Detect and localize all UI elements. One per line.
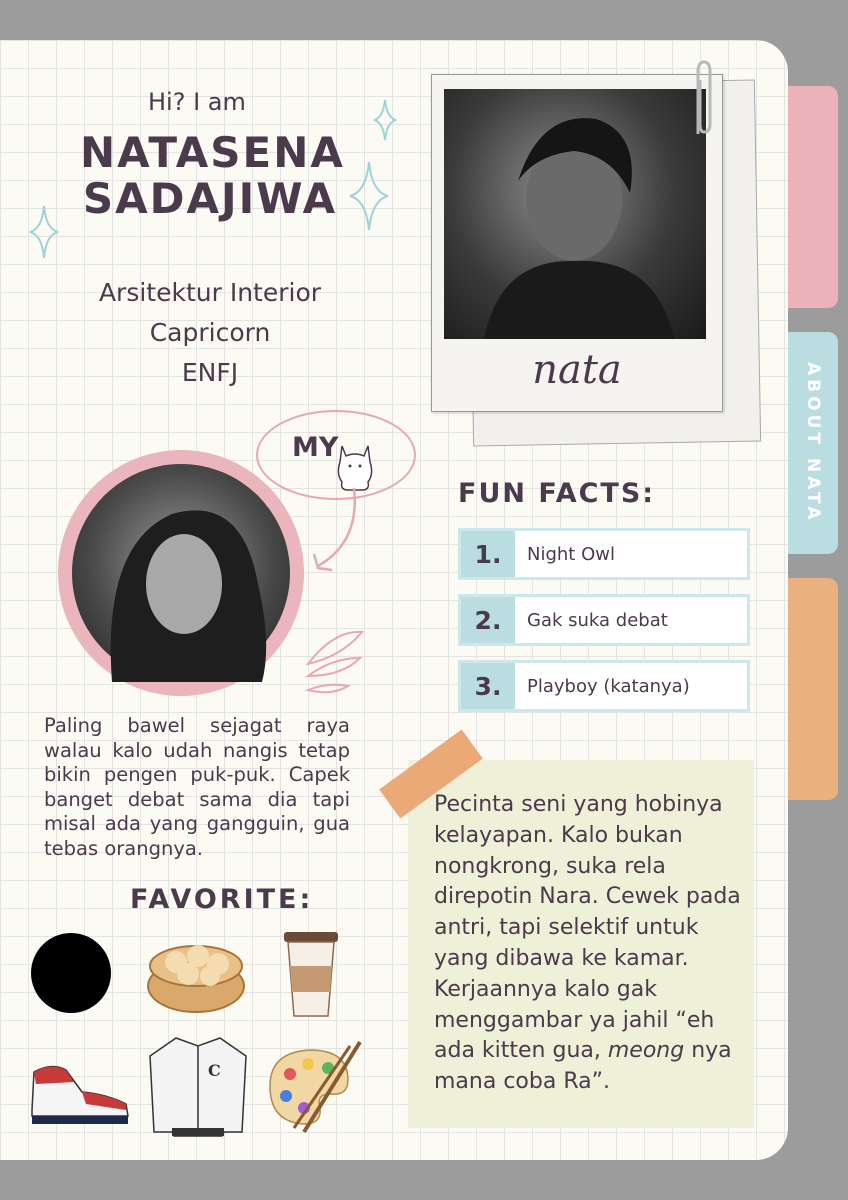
favorite-title: FAVORITE:	[130, 884, 314, 915]
description-paragraph: Paling bawel sejagat raya walau kalo udah nangis tetap bikin pengen puk-puk. Capek banget debat sama dia tapi misal ada yang gangguin, gua tebas orangnya.	[44, 714, 350, 860]
svg-text:C: C	[208, 1061, 221, 1080]
sparkle-icon	[28, 204, 60, 260]
paint-palette-icon	[264, 1036, 368, 1136]
coffee-cup-icon	[280, 926, 342, 1020]
polaroid	[431, 74, 723, 412]
arrow-icon	[300, 484, 380, 580]
my-label: MY	[292, 432, 339, 463]
paperclip-icon	[690, 58, 716, 140]
fact-text: Gak suka debat	[527, 609, 668, 631]
name-line-1: NATASENA	[80, 128, 345, 177]
greeting: Hi? I am	[148, 88, 246, 116]
dimsum-icon	[146, 926, 246, 1018]
fact-row	[458, 528, 750, 580]
sneaker-icon	[26, 1058, 132, 1128]
fact-text: Night Owl	[527, 543, 615, 565]
fact-row	[458, 594, 750, 646]
tab-about-nata[interactable]	[788, 332, 838, 554]
fact-text: Playboy (katanya)	[527, 675, 690, 697]
profile-photo	[444, 89, 706, 339]
fact-number: 2.	[461, 597, 515, 643]
sparkle-icon	[372, 98, 398, 142]
fact-row	[458, 660, 750, 712]
tab-pink[interactable]	[788, 86, 838, 308]
note-text	[434, 790, 744, 1098]
sparkle-icon	[348, 160, 390, 232]
note-text-italic: meong	[607, 1038, 685, 1064]
mbti-text: ENFJ	[181, 358, 239, 387]
note-text-main: Pecinta seni yang hobinya kelayapan. Kalo bukan nongkrong, suka rela direpotin Nara. Cewek pada antri, tapi selektif untuk yang dibawa ke kamar. Kerjaannya kalo gak menggambar ya jahil “eh ada kitten gua,	[434, 792, 741, 1064]
name-heading	[80, 128, 345, 223]
petal-doodle-icon	[302, 624, 368, 700]
fact-number: 3.	[461, 663, 515, 709]
sticky-note	[408, 760, 754, 1128]
circle-photo-frame	[58, 450, 304, 696]
name-line-2: SADAJIWA	[82, 174, 338, 223]
polaroid-caption: nata	[532, 347, 622, 393]
zodiac-text: Capricorn	[149, 318, 271, 347]
fun-facts-title: FUN FACTS:	[458, 478, 656, 509]
fact-number: 1.	[461, 531, 515, 577]
tab-about-nata-label: ABOUT NATA	[803, 362, 823, 524]
tab-orange[interactable]	[788, 578, 838, 800]
major-text: Arsitektur Interior	[98, 278, 322, 307]
circle-photo	[72, 464, 290, 682]
note-text-end: nya mana coba Ra”.	[434, 1038, 732, 1095]
varsity-jacket-icon	[146, 1032, 250, 1140]
black-circle-icon	[30, 932, 112, 1014]
